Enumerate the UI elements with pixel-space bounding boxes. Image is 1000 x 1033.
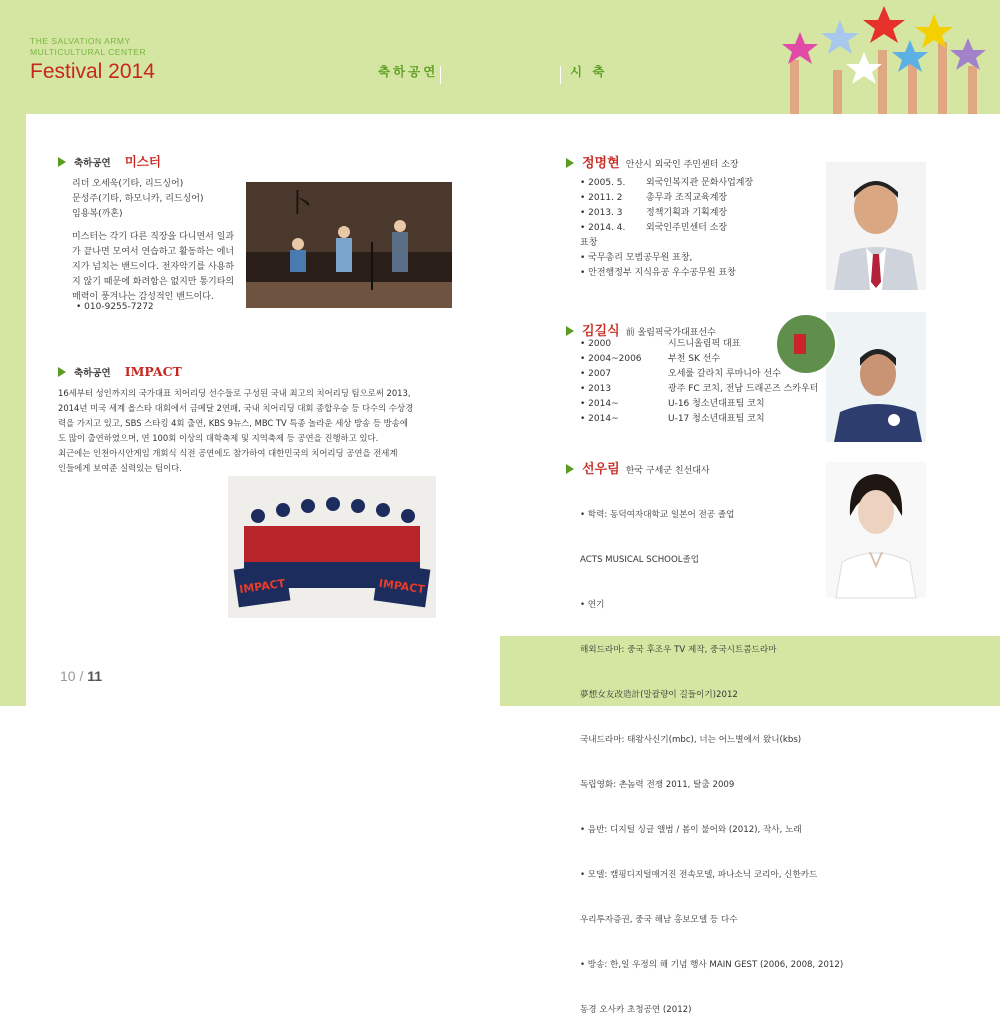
- impact-description: [58, 386, 413, 476]
- header-tab-performance: 축하공연: [378, 64, 439, 79]
- list-item: • 2013 광주 FC 코치, 전남 드래곤즈 스카우터: [580, 384, 819, 394]
- desc-line: 16세부터 성인까지의 국가대표 치어리딩 선수들로 구성된 국내 최고의 치어리딩 팀으로써 2013,: [58, 388, 411, 398]
- mister-phone: • 010-9255-7272: [76, 302, 154, 312]
- jung-portrait-photo: [826, 162, 926, 290]
- stars-hands-illustration: [778, 0, 1000, 114]
- kim-portrait-photo: [776, 312, 926, 442]
- desc-line: 가 끝나면 모여서 연습하고 활동하는 에너: [72, 247, 235, 257]
- list-item: • 2014~ U-16 청소년대표팀 코치: [580, 399, 765, 409]
- desc-line: 인들에게 보여준 실력있는 팀이다.: [58, 463, 182, 473]
- header-divider: [440, 66, 441, 84]
- list-item: 해외드라마: 중국 후조우 TV 제작, 중국시트콤드라마: [580, 645, 777, 655]
- section-title: 미스터: [124, 154, 161, 169]
- header-divider: [560, 66, 561, 84]
- desc-line: 2014년 미국 세계 올스타 대회에서 금메달 2연패, 국내 치어리딩 대회 종합우승 등 다수의 수상경: [58, 403, 414, 413]
- jung-career-list: [580, 176, 753, 281]
- section-header-jung: [566, 152, 739, 171]
- section-header-sun: [566, 458, 710, 477]
- svg-text:卜: 卜: [286, 189, 313, 219]
- desc-line: 지가 넘치는 밴드이다. 전자악기를 사용하: [72, 262, 235, 272]
- arm-shape: [790, 42, 977, 114]
- person-role: 안산시 외국인 주민센터 소장: [625, 160, 739, 170]
- brand-line-2: MULTICULTURAL CENTER: [30, 47, 147, 57]
- person-role: 한국 구세군 친선대사: [625, 466, 710, 476]
- sun-career-list: [580, 478, 843, 1033]
- list-item: • 2013. 3 정책기획과 기획계장: [580, 208, 728, 218]
- list-item: ACTS MUSICAL SCHOOL졸업: [580, 555, 700, 565]
- page-right: 11: [87, 668, 103, 684]
- sun-portrait-photo: [826, 462, 926, 598]
- list-item: • 연기: [580, 600, 605, 610]
- list-item: • 모델: 캠핑디지털매거진 전속모델, 파나소닉 코리아, 신한카드: [580, 870, 818, 880]
- list-item: 표창: [580, 238, 598, 248]
- list-item: • 2004~2006 부천 SK 선수: [580, 354, 721, 364]
- list-item: • 2014. 4. 외국인주민센터 소장: [580, 223, 728, 233]
- mister-members: [72, 177, 204, 222]
- list-item: 우리투자증권, 중국 해남 홍보모델 등 다수: [580, 915, 738, 925]
- member-line: 리더 오세욱(기타, 리드싱어): [72, 179, 184, 189]
- desc-line: 최근에는 인천아시안게임 개회식 식전 공연에도 참가하여 대한민국의 치어리딩 공연을 전세계: [58, 448, 398, 458]
- brand-line-1: THE SALVATION ARMY: [30, 36, 131, 46]
- triangle-bullet-icon: [566, 158, 574, 168]
- impact-team-photo: [228, 476, 436, 618]
- desc-line: 지 않기 때문에 화려함은 없지만 통기타의: [72, 277, 235, 287]
- section-title: IMPACT: [124, 364, 182, 379]
- list-item: 夢想女友改造計(말괄량이 길들이기)2012: [580, 690, 738, 700]
- person-role: 前 올림픽국가대표선수: [625, 328, 716, 338]
- list-item: • 안전행정부 지식유공 우수공무원 표창: [580, 268, 736, 278]
- mister-band-photo: [246, 182, 452, 308]
- list-item: • 음반: 디지털 싱글 앨범 / 봄이 불어와 (2012), 작사, 노래: [580, 825, 802, 835]
- desc-line: 미스터는 각기 다른 직장을 다니면서 일과: [72, 232, 235, 242]
- page-number: [60, 668, 102, 684]
- desc-line: 매력이 풍겨나는 감성적인 밴드이다.: [72, 292, 214, 302]
- list-item: • 2011. 2 총무과 조직교육계장: [580, 193, 728, 203]
- list-item: • 2007 오세룰 갈라치 루마니아 선수: [580, 369, 781, 379]
- person-name: 정명현: [582, 156, 620, 171]
- banner-text: IMPACT: [238, 576, 286, 597]
- brand-festival: Festival 2014: [30, 60, 155, 83]
- brand-logo: [30, 36, 155, 84]
- person-name: 김길식: [582, 324, 620, 339]
- section-header-mister: [58, 152, 161, 170]
- list-item: • 2005. 5. 외국인복지관 문화사업계장: [580, 178, 754, 188]
- list-item: • 국무총리 모범공무원 표창,: [580, 253, 693, 263]
- list-item: • 2000 시드니올림픽 대표: [580, 339, 741, 349]
- triangle-bullet-icon: [58, 157, 66, 167]
- desc-line: 력을 가지고 있고, SBS 스타킹 4회 출연, KBS 9뉴스, MBC TV 특종 놀라운 세상 방송 등 방송에: [58, 418, 408, 428]
- header-tab-poem: 시 축: [570, 64, 608, 79]
- banner-text: IMPACT: [378, 576, 426, 597]
- page-left: 10: [60, 668, 76, 684]
- list-item: 독립영화: 촌놈력 전쟁 2011, 탈출 2009: [580, 780, 735, 790]
- triangle-bullet-icon: [566, 464, 574, 474]
- page-sep: /: [75, 668, 88, 684]
- desc-line: 도 많이 출연하였으며, 연 100회 이상의 대학축제 및 지역축제 등 공연을 진행하고 있다.: [58, 433, 379, 443]
- member-line: 임용복(까혼): [72, 209, 123, 219]
- triangle-bullet-icon: [566, 326, 574, 336]
- section-tag: 축하공연: [74, 368, 111, 379]
- section-tag: 축하공연: [74, 158, 111, 169]
- person-name: 선우림: [582, 462, 620, 477]
- mister-description: [72, 230, 234, 305]
- list-item: 국내드라마: 태왕사신기(mbc), 너는 어느별에서 왔니(kbs): [580, 735, 802, 745]
- list-item: • 방송: 한,일 우정의 해 기념 행사 MAIN GEST (2006, 2008, 2012): [580, 960, 844, 970]
- member-line: 문성주(기타, 하모니카, 리드싱어): [72, 194, 204, 204]
- triangle-bullet-icon: [58, 367, 66, 377]
- list-item: 동경 오사카 초청공연 (2012): [580, 1005, 692, 1015]
- list-item: • 2014~ U-17 청소년대표팀 코치: [580, 414, 765, 424]
- list-item: • 학력: 동덕여자대학교 일본어 전공 졸업: [580, 510, 735, 520]
- section-header-impact: [58, 364, 182, 379]
